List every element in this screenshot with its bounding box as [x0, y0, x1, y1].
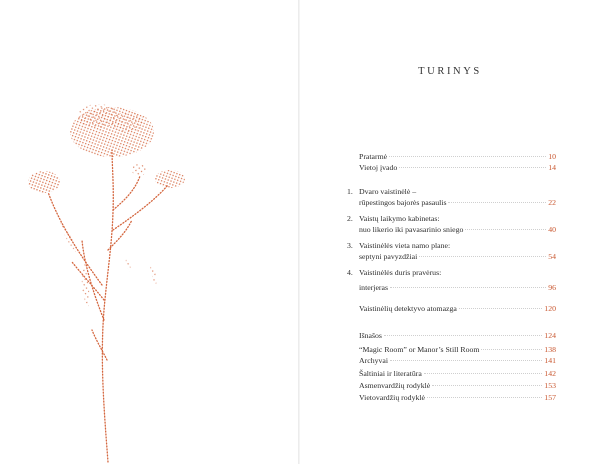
- toc-entry-number: 4.: [347, 268, 353, 277]
- toc-entry-page: 142: [544, 369, 556, 378]
- toc-entry-page: 138: [544, 345, 556, 354]
- toc-entry-page: 40: [548, 224, 556, 234]
- toc-entry-page: 153: [544, 381, 556, 390]
- toc-entry-title: Vietovardžių rodyklė: [359, 393, 425, 402]
- dot-leader: [389, 156, 546, 157]
- toc-entry-title: Vaistinėlės vieta namo plane:: [359, 241, 451, 250]
- toc-entry-page: 124: [544, 331, 556, 340]
- toc-entry-page: 22: [548, 197, 556, 207]
- toc-entry-number: 1.: [347, 187, 353, 196]
- toc-entry-page: 10: [548, 152, 556, 161]
- toc-entry-page: 157: [544, 393, 556, 402]
- dot-leader: [481, 349, 542, 350]
- toc-entry-page: 141: [544, 356, 556, 365]
- dot-leader: [390, 287, 546, 288]
- toc-entry-title: Archyvai: [359, 356, 389, 365]
- toc-entry-number: 2.: [347, 214, 353, 223]
- dot-leader: [432, 385, 542, 386]
- toc-entry-title: “Magic Room” or Manor’s Still Room: [359, 345, 480, 354]
- toc-entry-page: 120: [544, 304, 556, 313]
- toc-entry-title: Pratarmė: [359, 152, 388, 161]
- toc-entry-number: 3.: [347, 241, 353, 250]
- dot-leader: [465, 229, 546, 230]
- dot-leader: [384, 335, 542, 336]
- dot-leader: [427, 397, 542, 398]
- dot-leader: [419, 256, 546, 257]
- toc-entry-subtitle: nuo likerio iki pavasarinio sniego: [359, 224, 464, 234]
- toc-entry-title: Vaistinėlės duris pravėrus:: [359, 268, 442, 277]
- dot-leader: [459, 308, 542, 309]
- dot-leader: [424, 373, 543, 374]
- toc-entry-title: Išnašos: [359, 331, 382, 340]
- dot-leader: [390, 360, 542, 361]
- toc-entry-title: Dvaro vaistinėlė –: [359, 187, 417, 196]
- toc-entry-title: Šaltiniai ir literatūra: [359, 369, 422, 378]
- toc-entry-subtitle: rūpestingos bajorės pasaulis: [359, 197, 447, 207]
- toc-entry-subtitle: interjeras: [359, 282, 389, 292]
- toc-entry-page: 14: [548, 163, 556, 172]
- toc-entry-title: Vaistinėlių detektyvo atomazga: [359, 304, 457, 313]
- toc-entry-title: Asmenvardžių rodyklė: [359, 381, 431, 390]
- toc-heading: TURINYS: [418, 66, 482, 77]
- dot-leader: [399, 167, 546, 168]
- toc-entry-title: Vaistų laikymo kabinetas:: [359, 214, 440, 223]
- toc-entry-title: Vietoj įvado: [359, 163, 398, 172]
- toc-entry-subtitle: septyni pavyzdžiai: [359, 251, 418, 261]
- toc-entry-page: 96: [548, 282, 556, 292]
- toc-entry-page: 54: [548, 251, 556, 261]
- dot-leader: [448, 202, 546, 203]
